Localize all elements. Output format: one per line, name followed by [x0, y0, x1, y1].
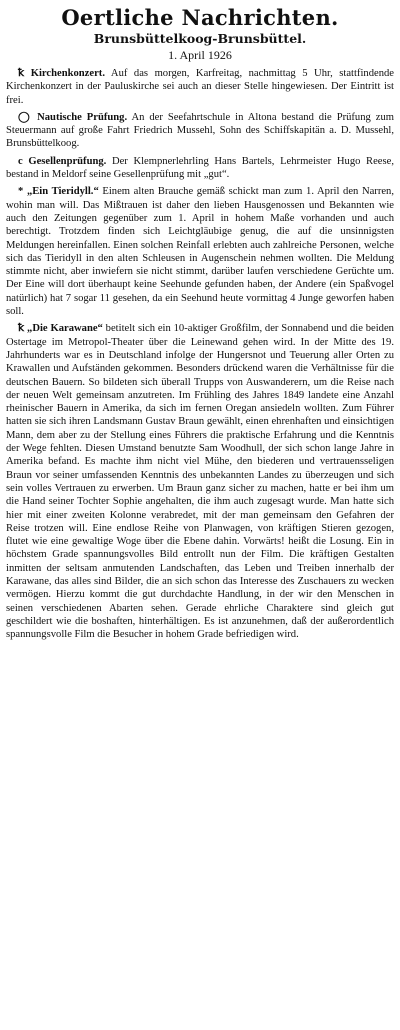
article-body: Einem alten Brauche gemäß schickt man zum 1. April den Narren, wohin man will. Das Mißtrauen ist daher den lieben Hausgenossen und Bekannten wie auch den Zeitungen gegenüber zum 1. April in hohem Maße vorhanden und auch berechtigt. Trotzdem finden sich Leichtgläubige genug, die auf die unsinnigsten Meldungen hereinfallen. Einen solchen Reinfall erlebten auch zahlreiche Personen, welche sich das Tieridyll in den alten Schleusen in Augenschein nehmen wollten. Die Meldung stimmte nicht, aber inwiefern sie nicht stimmt, darüber laufen verschiedene Gerüchte um. Der Eine will dort überhaupt keine Seehunde gefunden haben, der Andere (ein Spaßvogel natürlich) hat 7 sogar 11 gesehen, da ein Seehund heute vormittag 4 Junge geworfen haben soll.: [6, 186, 395, 318]
masthead: [6, 6, 394, 62]
article-mark: ◯: [18, 111, 33, 123]
article-karawane: [6, 322, 394, 641]
section-title: Oertliche Nachrichten.: [61, 5, 339, 30]
article-kirchenkonzert: [6, 67, 394, 107]
article-body: Auf das morgen, Karfreitag, nachmittag 5 Uhr, stattfindende Kirchenkonzert in der Pauluskirche sei auch an dieser Stelle hingewiesen. Der Eintritt ist frei.: [6, 68, 394, 106]
article-headline: „Die Karawane“: [27, 323, 103, 335]
article-headline: „Ein Tieridyll.“: [26, 186, 99, 198]
article-body: betitelt sich ein 10-aktiger Großfilm, der Sonnabend und die beiden Ostertage im Metropol-Theater über die Leinewand gehen wird. In der Mitte des 19. Jahrhunderts war es in Deutschland infolge der Hungersnot und Teuerung aller Orten zu Krawallen und Aufständen gekommen. Besonders drückend waren die Verhältnisse für die deutschen Bauern. So bildeten sich überall Trupps von Auswanderern, um die Reise nach der neuen Welt gemeinsam anzutreten. Im Frühling des Jahres 1849 landete eine Anzahl rheinischer Bauern in Amerika, da sich im fernen Oregan ansiedeln wollten. Zum Führer hatten sie sich ihren Landsmann Gustav Braun gewählt, einen ehrenhaften und einsichtigen Mann, dem aber zu der Stellung eines Führers die praktische Erfahrung und die Kenntnis der Wege fehlten. Diesen Umstand benutzte Sam Woodhull, der sich schon lange Jahre in Amerika befand. Es machte ihm nicht viel Mühe, den biederen und vertrauensseligen Braun vor seiner umfassenden Kenntnis des unbekannten Landes zu überzeugen und sich sein volles Vertrauen zu erwerben. Um Braun ganz sicher zu machen, hatte er bei ihm um die Hand seiner Tochter Sophie angehalten, die ihm auch zugesagt wurde. Man hatte sich hier mit einer zweiten Kolonne verabredet, mit der man gemeinsam den Gefahren der Reise trotzen will. Eine endlose Reihe von Planwagen, von kräftigen Stieren gezogen, flutet wie eine gewaltige Woge über die Ebene dahin. Vorwärts! heißt die Losung. Ein in höchstem Grade spannungsvolles Bild entrollt nun der Film. Die kräftigen Gestalten inmitten der seltsam anmutenden Landschaften, das Leben und Treiben innerhalb der Karawane, das alles sind Bilder, die an sich schon das Interesse des Zuschauers zu wecken vermögen. Hierzu kommt die gut durchdachte Handlung, in der wir den Menschen in seinen verschiedenen Abarten sehen. Gerade ehrliche Charaktere sind gleich gut geschildert wie die boshaften, hinterhältigen. Es ist anzunehmen, daß der außerordentlich spannungsvolle Film die Besucher in hohem Grade befriedigen wird.: [6, 323, 394, 641]
article-mark: *: [18, 186, 24, 198]
article-mark: c: [18, 155, 23, 167]
article-mark: ꝁ: [18, 68, 25, 79]
article-gesellenpruefung: [6, 155, 394, 182]
article-mark: ꝁ: [18, 323, 25, 335]
article-body: Der Klempnerlehrling Hans Bartels, Lehrmeister Hugo Reese, bestand in Meldorf seine Gesellenprüfung mit „gut“.: [6, 155, 394, 181]
article-headline: Kirchenkonzert.: [30, 68, 105, 79]
article-nautische-pruefung: [6, 111, 394, 151]
article-headline: Gesellenprüfung.: [28, 155, 107, 167]
article-tieridyll: [6, 185, 394, 318]
locality-subtitle: Brunsbüttelkoog-Brunsbüttel.: [93, 31, 307, 46]
article-body: An der Seefahrtschule in Altona bestand die Prüfung zum Steuermann auf große Fahrt Friedrich Mussehl, Sohn des Schiffskapitän a. D. Mussehl, Brunsbüttelkoog.: [6, 111, 395, 150]
dateline: 1. April 1926: [168, 48, 232, 62]
article-headline: Nautische Prüfung.: [37, 111, 128, 123]
